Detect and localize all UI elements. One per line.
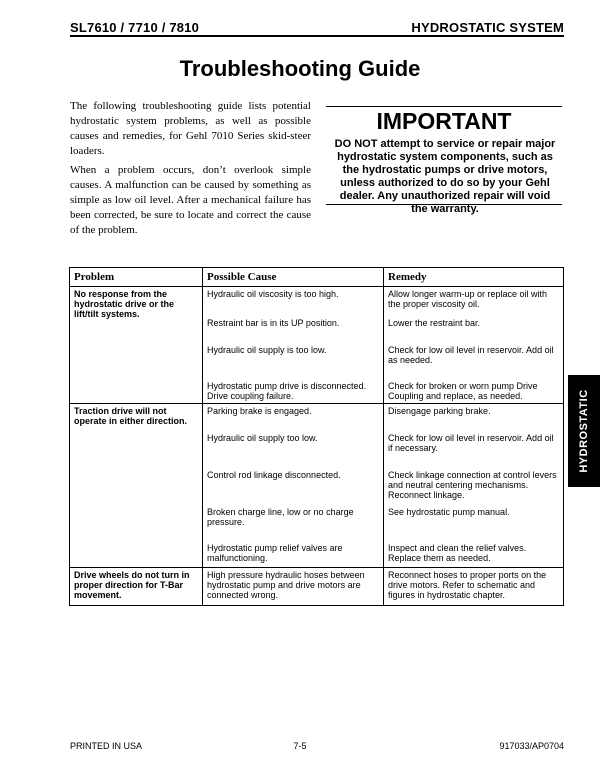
remedy-cell: Check for low oil level in reservoir. Add oil if necessary. bbox=[384, 431, 564, 468]
cause-cell: Hydraulic oil supply is too low. bbox=[203, 343, 384, 379]
table-row bbox=[70, 403, 564, 431]
important-rule-bottom bbox=[326, 204, 562, 205]
footer-page-number: 7-5 bbox=[293, 741, 307, 751]
header-rule bbox=[70, 35, 564, 37]
remedy-cell: Check for low oil level in reservoir. Add oil as needed. bbox=[384, 343, 564, 379]
header-section: HYDROSTATIC SYSTEM bbox=[411, 20, 564, 35]
cause-cell: Parking brake is engaged. bbox=[203, 403, 384, 431]
remedy-cell: Allow longer warm-up or replace oil with the proper viscosity oil. bbox=[384, 287, 564, 316]
important-rule-top bbox=[326, 106, 562, 107]
section-side-tab bbox=[568, 375, 600, 487]
cause-cell: Hydraulic oil supply too low. bbox=[203, 431, 384, 468]
header-cause: Possible Cause bbox=[203, 268, 384, 287]
header-models: SL7610 / 7710 / 7810 bbox=[70, 20, 200, 35]
cause-cell: Broken charge line, low or no charge pressure. bbox=[203, 505, 384, 541]
cause-cell: High pressure hydraulic hoses between hydrostatic pump and drive motors are connected wrong. bbox=[203, 567, 384, 605]
table-row bbox=[70, 287, 564, 316]
remedy-cell: Check linkage connection at control levers and neutral centering mechanisms. Reconnect linkage. bbox=[384, 468, 564, 505]
table-header-row bbox=[70, 268, 564, 287]
cause-cell: Hydrostatic pump relief valves are malfunctioning. bbox=[203, 541, 384, 567]
cause-cell: Control rod linkage disconnected. bbox=[203, 468, 384, 505]
cause-cell: Restraint bar is in its UP position. bbox=[203, 316, 384, 343]
footer-doc-number: 917033/AP0704 bbox=[499, 741, 564, 751]
remedy-cell: Lower the restraint bar. bbox=[384, 316, 564, 343]
intro-paragraph-1: The following troubleshooting guide lists potential hydrostatic system problems, as well as possible causes and remedies, for Gehl 7010 Series skid-steer loaders. bbox=[70, 100, 311, 157]
remedy-cell: Inspect and clean the relief valves. Replace them as needed. bbox=[384, 541, 564, 567]
footer-printed: PRINTED IN USA bbox=[70, 741, 143, 751]
header-remedy: Remedy bbox=[384, 268, 564, 287]
header-problem: Problem bbox=[70, 268, 203, 287]
important-text: DO NOT attempt to service or repair major hydrostatic system components, such as the hydrostatic pumps or drive motors, unless authorized to do so by your Gehl dealer. Any unauthorized repair will void the warranty. bbox=[334, 138, 556, 215]
intro-paragraph-2: When a problem occurs, don’t overlook simple causes. A malfunction can be caused by something as simple as low oil level. After a mechanical failure has been corrected, be sure to locate and correct the cause of the problem. bbox=[70, 164, 311, 236]
side-tab-label: HYDROSTATIC bbox=[578, 389, 590, 473]
troubleshooting-table bbox=[69, 267, 564, 606]
problem-cell: Drive wheels do not turn in proper direction for T-Bar movement. bbox=[70, 567, 203, 605]
important-title: IMPORTANT bbox=[376, 108, 512, 134]
table-row bbox=[70, 567, 564, 605]
remedy-cell: Reconnect hoses to proper ports on the drive motors. Refer to schematic and figures in hydrostatic chapter. bbox=[384, 567, 564, 605]
cause-cell: Hydraulic oil viscosity is too high. bbox=[203, 287, 384, 316]
remedy-cell: See hydrostatic pump manual. bbox=[384, 505, 564, 541]
cause-cell: Hydrostatic pump drive is disconnected. Drive coupling failure. bbox=[203, 379, 384, 404]
problem-cell: No response from the hydrostatic drive or the lift/tilt systems. bbox=[70, 287, 203, 404]
problem-cell: Traction drive will not operate in either direction. bbox=[70, 403, 203, 567]
remedy-cell: Check for broken or worn pump Drive Coupling and replace, as needed. bbox=[384, 379, 564, 404]
intro-text bbox=[70, 99, 311, 242]
page-title: Troubleshooting Guide bbox=[179, 56, 421, 81]
remedy-cell: Disengage parking brake. bbox=[384, 403, 564, 431]
